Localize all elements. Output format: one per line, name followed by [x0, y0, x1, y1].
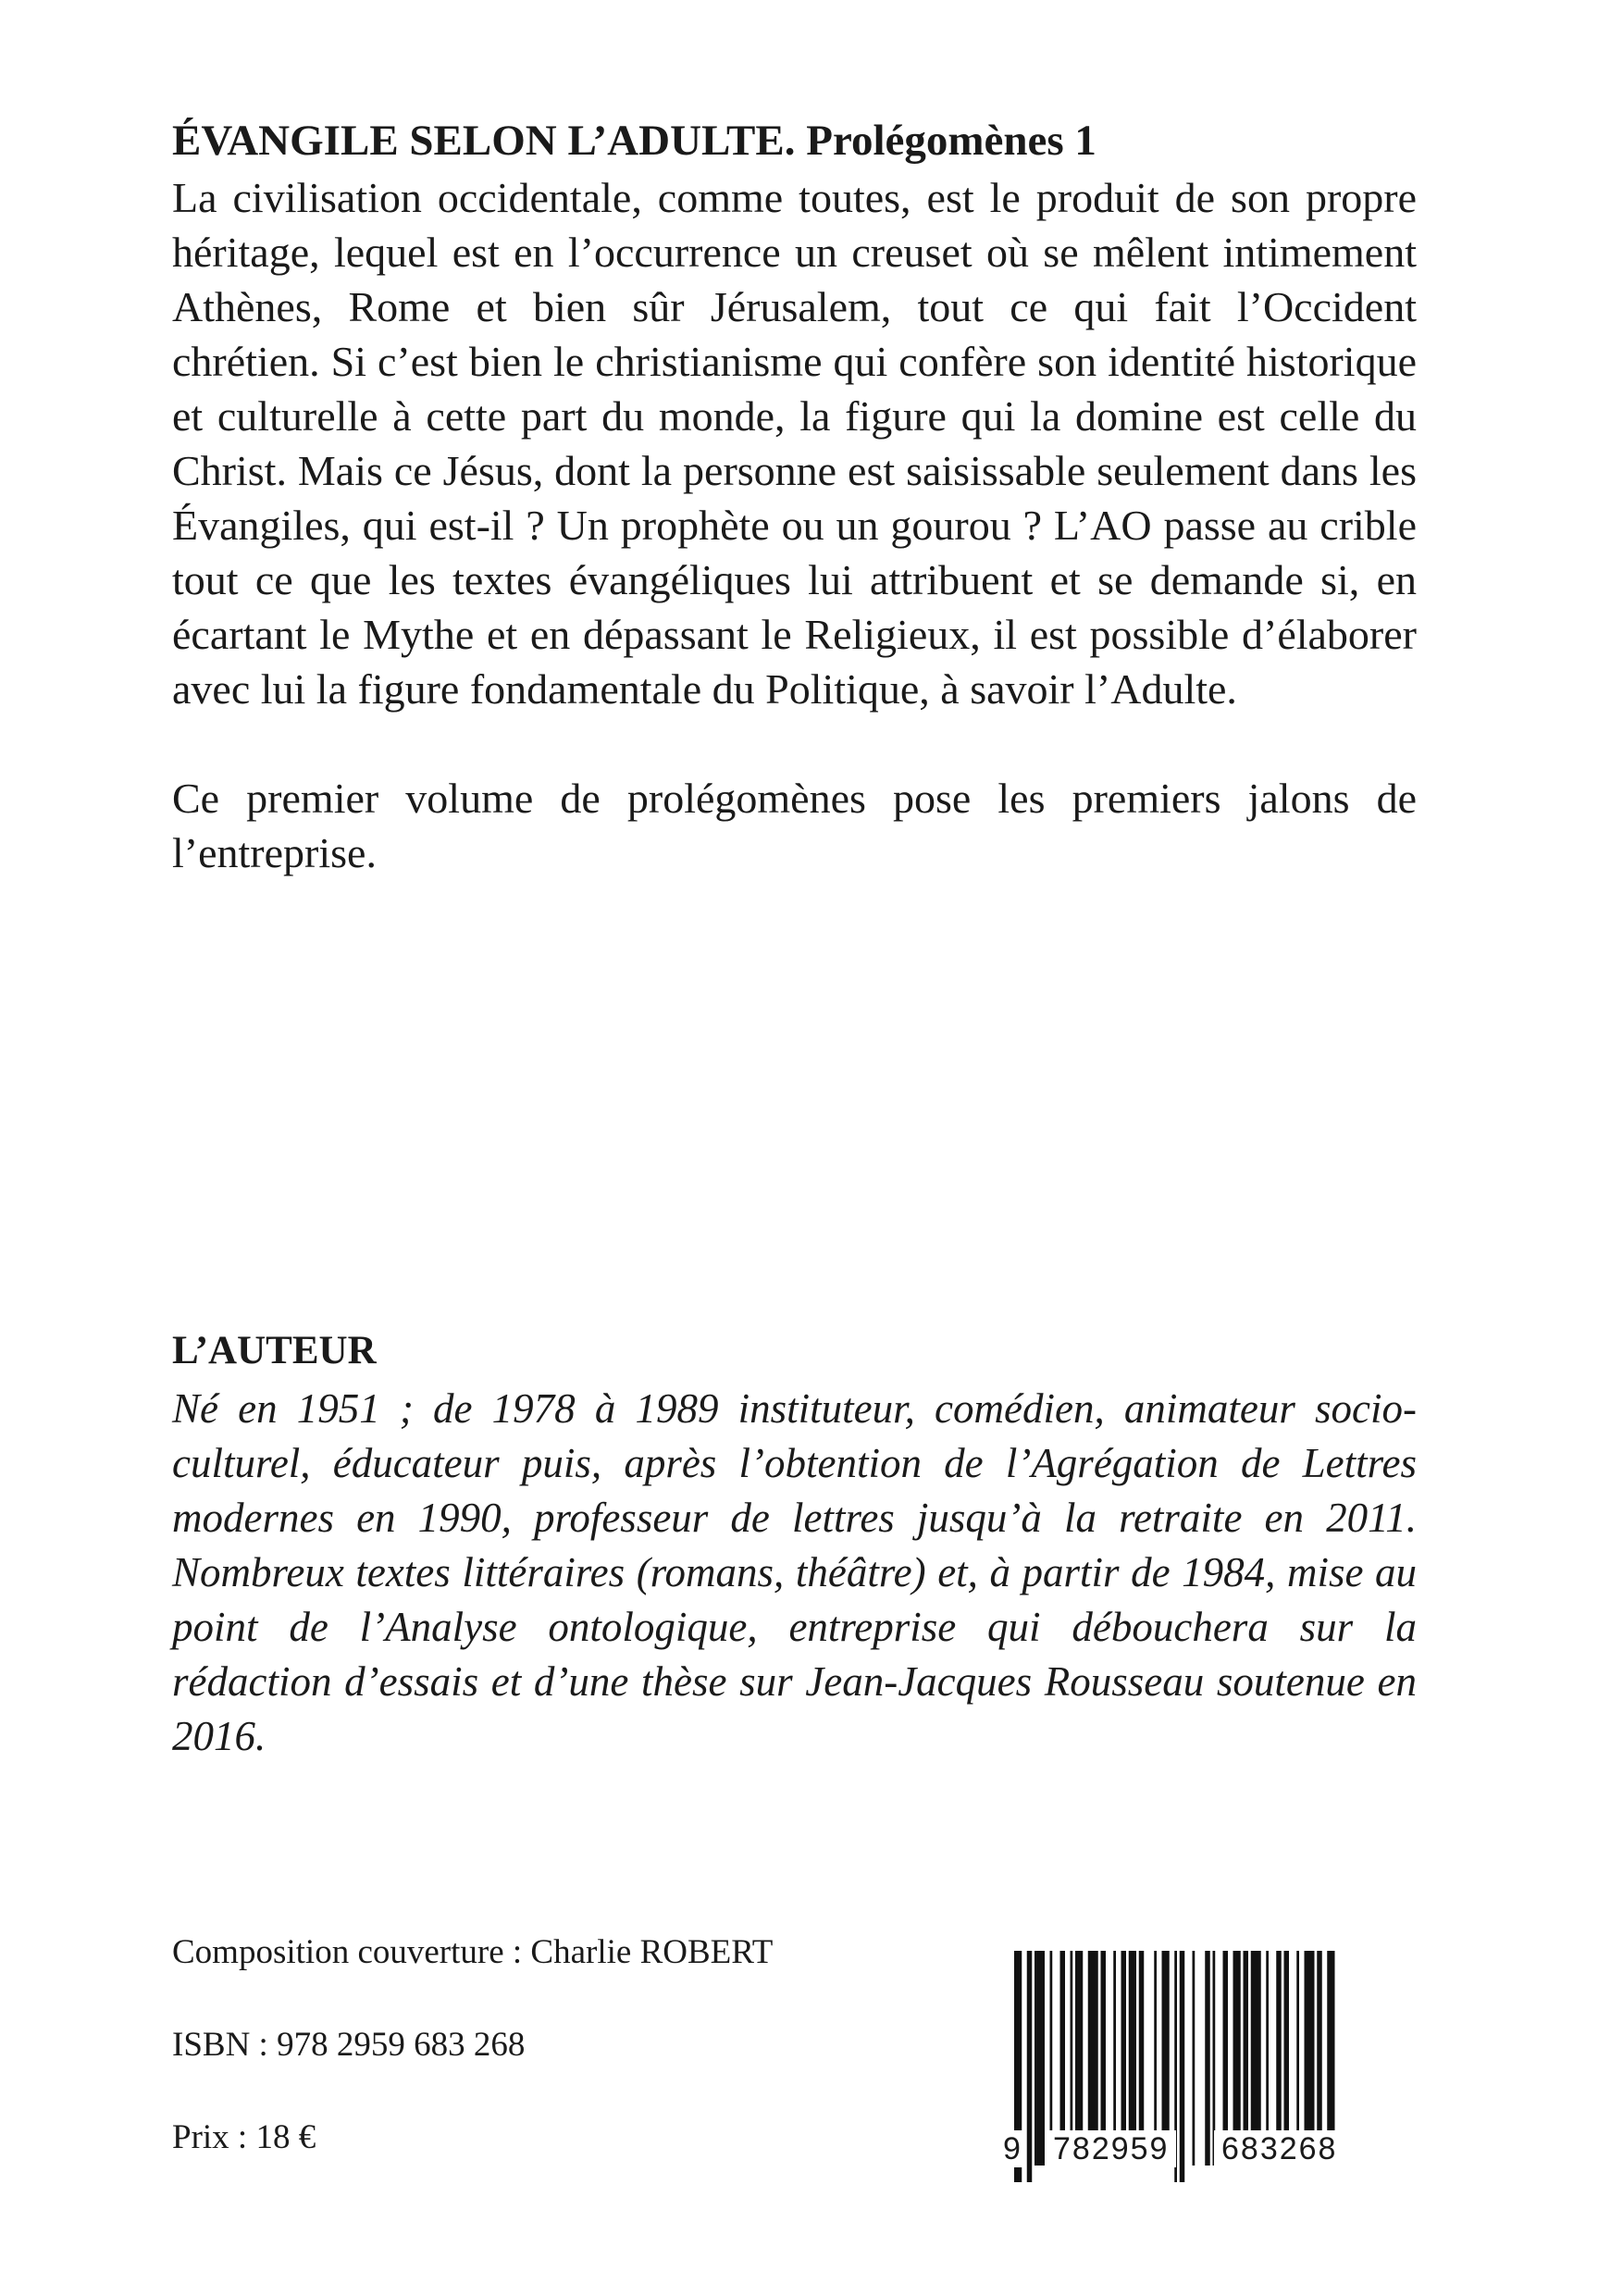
barcode-digits-right: 683268 [1214, 2130, 1344, 2167]
barcode-bar [1027, 1951, 1033, 2182]
author-heading: L’AUTEUR [172, 1329, 377, 1372]
blurb-paragraph-2: Ce premier volume de prolégomènes pose les premiers jalons de l’entreprise. [172, 775, 1417, 876]
blurb-paragraph-1: La civilisation occidentale, comme toutes, est le produit de son propre héritage, lequel est en l’occurrence un creuset où se mêlent intimement Athènes, Rome et bien sûr Jérusalem, tout ce qui fait l’Occident chrétien. Si c’est bien le christianisme qui confère son identité historique et culturelle à cette part du monde, la figure qui la domine est celle du Christ. Mais ce Jésus, dont la personne est saisissable seulement dans les Évangiles, qui est-il ? Un prophète ou un gourou ? L’AO passe au crible tout ce que les textes évangéliques lui attribuent et se demande si, en écartant le Mythe et en dépassant le Religieux, il est possible d’élaborer avec lui la figure fondamentale du Politique, à savoir l’Adulte. [172, 174, 1417, 713]
isbn-line: ISBN : 978 2959 683 268 [172, 2026, 526, 2064]
barcode-bar [1205, 1951, 1210, 2166]
author-bio: Né en 1951 ; de 1978 à 1989 instituteur, comédien, animateur socio-culturel, éducateur puis, après l’obtention de l’Agrégation de Lettres modernes en 1990, professeur de lettres jusqu’à la retraite en 2011. Nombreux textes littéraires (romans, théâtre) et, à partir de 1984, mise au point de l’Analyse ontologique, entreprise qui débouchera sur la rédaction d’essais et d’une thèse sur Jean-Jacques Rousseau soutenue en 2016. [172, 1385, 1417, 1759]
cover-credit: Composition couverture : Charlie ROBERT [172, 1933, 774, 1971]
barcode-bar [1180, 1951, 1185, 2182]
book-title: ÉVANGILE SELON L’ADULTE. Prolégomènes 1 [172, 117, 1096, 165]
barcode-digits-left: 782959 [1046, 2130, 1176, 2167]
book-blurb [172, 170, 1417, 880]
barcode-bar [1193, 1951, 1196, 2166]
price-line: Prix : 18 € [172, 2118, 316, 2156]
barcode-bar [1035, 1951, 1045, 2166]
barcode-digit-first: 9 [997, 2130, 1026, 2167]
